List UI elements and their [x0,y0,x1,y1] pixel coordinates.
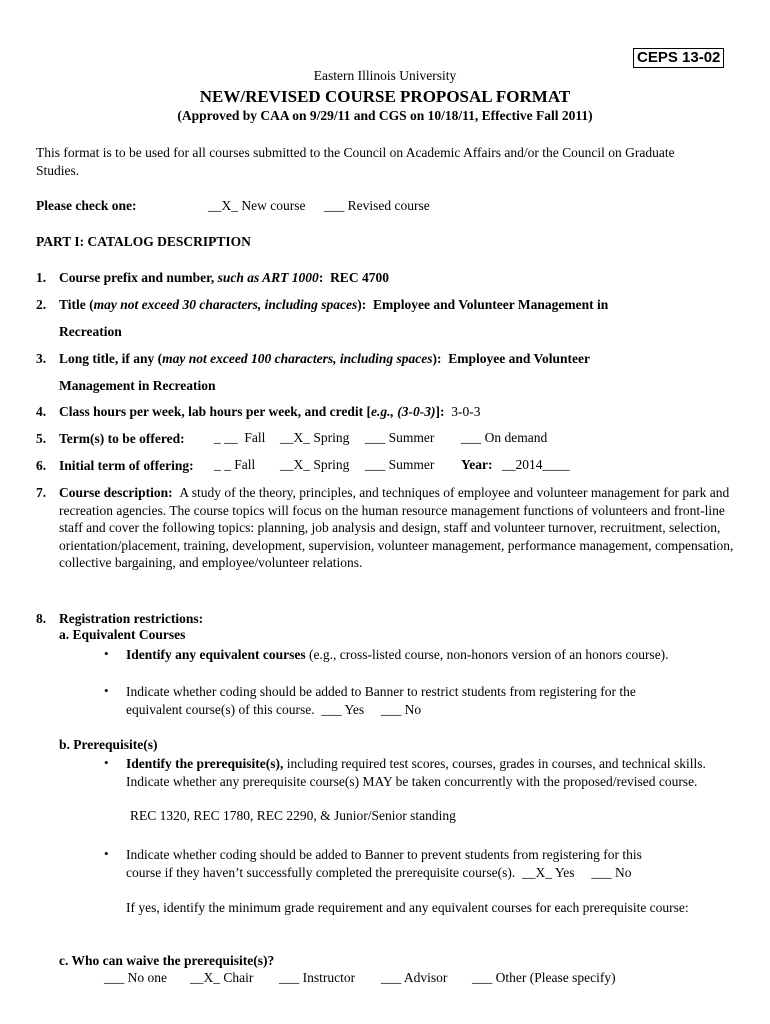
bullet-icon: • [104,755,109,770]
waive-heading: c. Who can waive the prerequisite(s)? [59,953,275,968]
item-number: 6. [36,458,47,473]
item-number: 4. [36,404,47,419]
initial-summer-option[interactable]: ___ Summer [365,457,435,472]
equivalent-coding-text [126,683,746,718]
item-label: Initial term of offering: [59,458,194,473]
item-number: 3. [36,351,47,366]
course-description-text [59,484,739,572]
item-label: Course prefix and number, [59,270,218,285]
prerequisite-no-option[interactable]: ___ No [591,864,632,880]
item-number: 2. [36,297,47,312]
waive-other-option[interactable]: ___ Other (Please specify) [472,970,616,985]
prerequisites-heading: b. Prerequisite(s) [59,737,158,752]
item-label-italic: e.g., (3-0-3) [371,404,436,419]
item-value: Employee and Volunteer Management in [372,297,609,312]
item-value: REC 4700 [323,270,389,285]
equivalent-courses-heading: a. Equivalent Courses [59,627,186,642]
bullet-icon: • [104,683,109,698]
equivalent-yes-option[interactable]: ___ Yes [321,701,365,717]
year-label: Year: [461,457,493,472]
item-number: 5. [36,431,47,446]
item-label: Title ( [59,297,94,312]
bullet-line: Indicate whether coding should be added to Banner to prevent students from registering for this [126,847,642,862]
item-label: Registration restrictions: [59,611,204,626]
term-spring-option[interactable]: __X_ Spring [280,430,350,445]
item-label-end: ]: [435,404,445,419]
term-summer-option[interactable]: ___ Summer [365,430,435,445]
item-colon: : [318,270,324,285]
prerequisite-value[interactable]: REC 1320, REC 1780, REC 2290, & Junior/Senior standing [130,808,456,823]
bullet-icon: • [104,846,109,861]
item-number: 8. [36,611,47,626]
bullet-rest: (e.g., cross-listed course, non-honors version of an honors course). [305,647,669,662]
bullet-icon: • [104,646,109,661]
item-class-hours [36,403,736,421]
page-title: NEW/REVISED COURSE PROPOSAL FORMAT [199,87,571,106]
item-label-italic: may not exceed 30 characters, including spaces [93,297,358,312]
item-value-continued: Recreation [59,324,122,339]
bullet-rest: including required test scores, courses, grades in courses, and technical skills. Indicate whether any prerequisite course(s) MAY be taken concurrently with the proposed/revised course. [126,756,706,789]
intro-paragraph: This format is to be used for all courses submitted to the Council on Academic Affairs and/or the Council on Graduate Studies. [36,145,675,178]
item-label: Long title, if any ( [59,351,163,366]
approval-note: (Approved by CAA on 9/29/11 and CGS on 10/18/11, Effective Fall 2011) [177,108,593,123]
term-on-demand-option[interactable]: ___ On demand [461,430,548,445]
initial-fall-option[interactable]: _ _ Fall [214,457,256,472]
prerequisite-yes-option[interactable]: __X_ Yes [522,864,575,880]
bullet-bold: Identify any equivalent courses [126,647,306,662]
waive-instructor-option[interactable]: ___ Instructor [279,970,356,985]
item-number: 7. [36,485,47,500]
part1-heading: PART I: CATALOG DESCRIPTION [36,234,251,249]
year-value[interactable]: __2014____ [502,457,570,472]
item-label-italic: may not exceed 100 characters, including spaces [162,351,433,366]
bullet-line: Indicate whether coding should be added to Banner to restrict students from registering for the [126,684,636,699]
bullet-line: equivalent course(s) of this course. ___ Yes ___ No [126,701,422,717]
item-label-italic: such as ART 1000 [217,270,319,285]
form-id-box: CEPS 13-02 [633,48,724,68]
waive-chair-option[interactable]: __X_ Chair [190,970,254,985]
item-label: Class hours per week, lab hours per week, and credit [ [59,404,372,419]
description-body: A study of the theory, principles, and techniques of employee and volunteer management for park and recreation agencies. The course topics will focus on the human resource management functions of volunteers and front-line staff and cover the following topics: planning, job analysis and design, staff and volunteer turnover, recruitment, selection, orientation/placement, training, development, supervision, volunteer management, performance management, compensation, collective bargaining, and employee/volunteer relations. [59,485,734,570]
initial-spring-option[interactable]: __X_ Spring [280,457,350,472]
item-value: Employee and Volunteer [448,351,590,366]
item-value-continued: Management in Recreation [59,378,216,393]
new-course-option[interactable] [208,198,305,214]
bullet-line: course if they haven’t successfully completed the prerequisite course(s). __X_ Yes ___ No [126,864,632,880]
bullet-bold: Identify the prerequisite(s), [126,756,284,771]
waive-advisor-option[interactable]: ___ Advisor [381,970,448,985]
item-label-end: ): [357,297,367,312]
item-registration-restrictions [36,610,736,628]
revised-course-option[interactable] [324,198,430,214]
equivalent-no-option[interactable]: ___ No [380,701,422,717]
item-value: 3-0-3 [451,404,481,419]
new-course-text: __X_ New course [208,198,306,213]
item-course-prefix [36,269,736,287]
if-yes-instructions: If yes, identify the minimum grade requirement and any equivalent courses for each prerequisite course: [126,900,689,915]
university-name: Eastern Illinois University [313,68,457,83]
item-long-title [36,350,736,368]
item-label-end: ): [432,351,442,366]
term-fall-option[interactable]: _ __ Fall [214,430,266,445]
check-one-label: Please check one: [36,198,137,213]
revised-course-text: ___ Revised course [324,198,430,213]
prerequisite-identify-text [126,755,746,790]
item-number: 1. [36,270,47,285]
equivalent-identify-text [126,646,746,664]
item-label: Term(s) to be offered: [59,431,185,446]
item-title [36,296,736,314]
prerequisite-coding-text [126,846,746,881]
waive-no-one-option[interactable]: ___ No one [104,970,167,985]
item-label: Course description: [59,485,173,500]
